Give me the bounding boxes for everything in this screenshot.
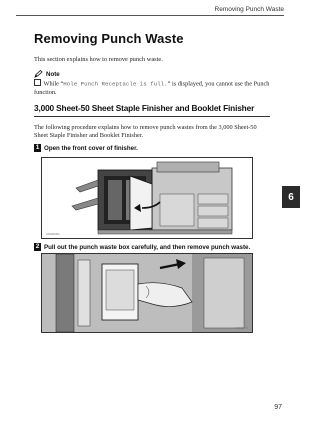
step-2: [34, 243, 250, 251]
pull-out-waste-box-drawing: [42, 254, 252, 332]
section-paragraph: The following procedure explains how to remove punch wastes from the 3,000 Sheet-50 Sheet Staple Finisher and Booklet Finisher.: [34, 124, 257, 140]
step-number-badge: 2: [35, 243, 40, 250]
intro-paragraph: This section explains how to remove punch waste.: [34, 56, 163, 63]
punch-waste-box-illustration: [41, 253, 253, 333]
running-header: Removing Punch Waste: [214, 6, 284, 13]
step-number-badge: 1: [35, 144, 40, 151]
checkbox-icon: [34, 79, 41, 86]
page-title: Removing Punch Waste: [34, 31, 184, 46]
step-1-text: Open the front cover of finisher.: [44, 144, 138, 152]
figure-code: AMS007S: [234, 326, 248, 330]
note-text-after: ” is displayed, you cannot use the Punch function.: [34, 80, 270, 96]
pencil-icon: [34, 70, 43, 78]
chapter-tab: 6: [282, 186, 300, 208]
note-text-before: While “: [43, 80, 64, 88]
note-text: [34, 79, 270, 97]
section-heading: 3,000 Sheet-50 Sheet Staple Finisher and Booklet Finisher: [34, 103, 270, 117]
figure-code: AMS006S: [46, 232, 60, 236]
finisher-open-cover-drawing: [42, 158, 252, 238]
step-1: [34, 144, 138, 152]
note-code: Hole Punch Receptacle is full.: [63, 80, 168, 88]
finisher-front-cover-illustration: [41, 157, 253, 239]
header-divider: [16, 15, 284, 16]
step-2-text: Pull out the punch waste box carefully, and then remove punch waste.: [44, 243, 251, 251]
note-heading: [34, 70, 60, 78]
note-label: Note: [46, 70, 60, 78]
page-number: 97: [274, 404, 282, 411]
